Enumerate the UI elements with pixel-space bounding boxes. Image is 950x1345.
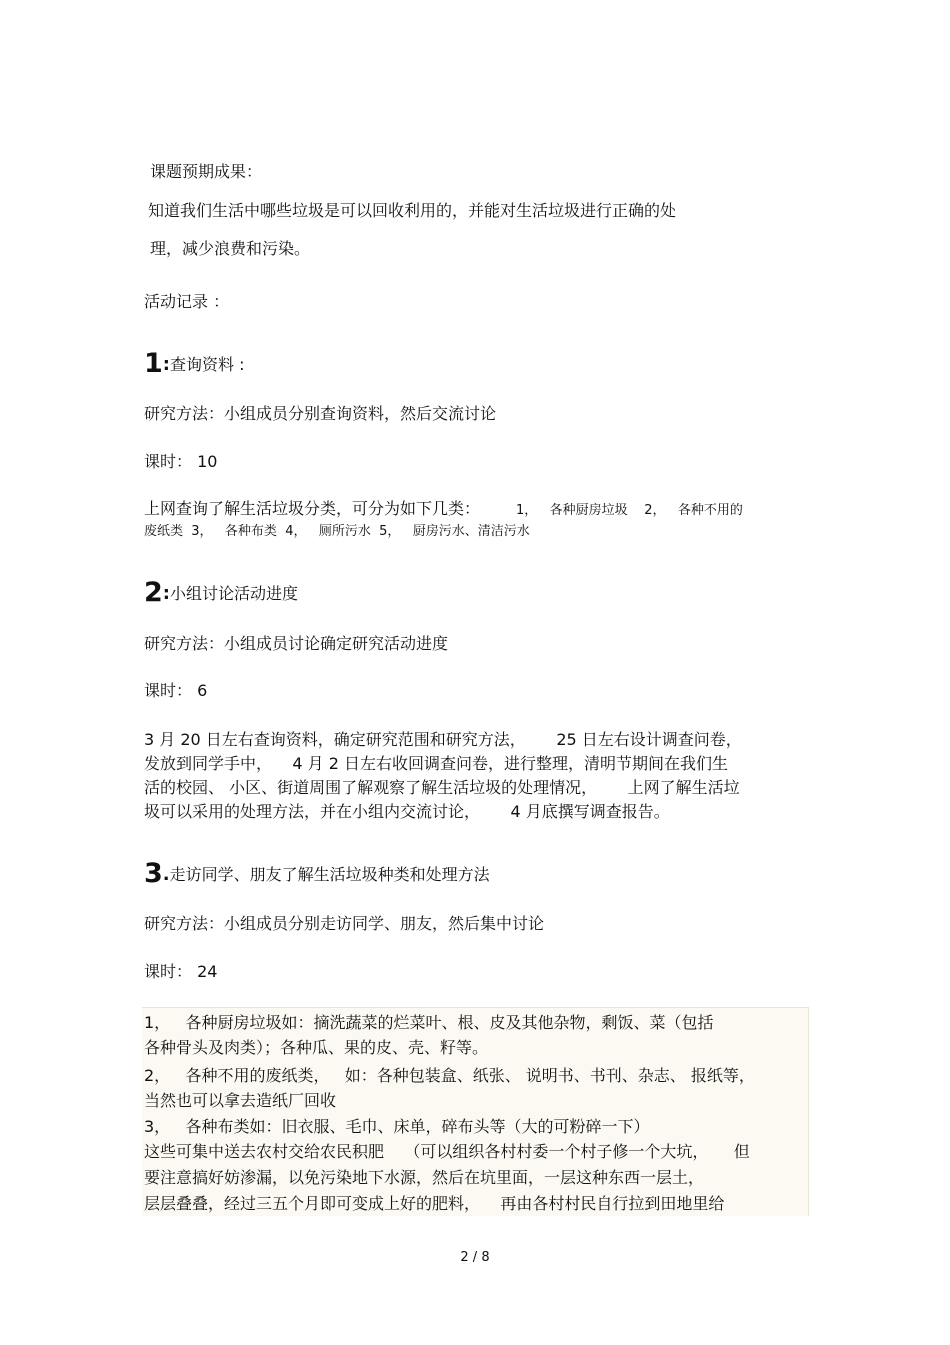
section-2-hours: 课时： 6 bbox=[144, 681, 208, 700]
section-2-title: 小组讨论活动进度 bbox=[170, 584, 299, 603]
section-2-paragraph-line2: 发放到同学手中， 4 月 2 日左右收回调查问卷，进行整理，清明节期间在我们生 bbox=[144, 754, 728, 773]
section-1-hours: 课时： 10 bbox=[144, 452, 218, 471]
section-3-title: 走访同学、朋友了解生活垃圾种类和处理方法 bbox=[169, 865, 490, 884]
section-2-heading bbox=[144, 578, 298, 609]
section-3-heading bbox=[144, 859, 490, 890]
section-1-paragraph-line2: 废纸类 3， 各种布类 4， 厕所污水 5， 厨房污水、清洁污水 bbox=[144, 524, 530, 539]
section-2-paragraph-line3: 活的校园、 小区、街道周围了解观察了解生活垃圾的处理情况， 上网了解生活垃 bbox=[144, 778, 740, 797]
section-3-colon: . bbox=[162, 864, 170, 885]
section-1-paragraph-lead: 上网查询了解生活垃圾分类，可分为如下几类： bbox=[144, 499, 481, 518]
section-2-method: 研究方法：小组成员讨论确定研究活动进度 bbox=[144, 634, 449, 653]
expected-results-line2: 理，减少浪费和污染。 bbox=[150, 239, 311, 258]
section-1-title: 查询资料 : bbox=[170, 355, 245, 374]
section-1-heading bbox=[144, 349, 244, 380]
box-line-5: 3， 各种布类如：旧衣服、毛巾、床单，碎布头等（大的可粉碎一下） bbox=[144, 1117, 650, 1136]
section-3-quoted-box bbox=[142, 1007, 809, 1216]
section-2-number: 2 bbox=[144, 577, 163, 608]
section-1-paragraph-items: 1， 各种厨房垃圾 2， 各种不用的 bbox=[516, 503, 743, 518]
box-line-3: 2， 各种不用的废纸类， 如：各种包装盒、纸张、 说明书、书刊、杂志、 报纸等， bbox=[144, 1066, 755, 1085]
section-1-colon: : bbox=[162, 354, 170, 375]
page-number: 2 / 8 bbox=[460, 1250, 490, 1265]
section-1-paragraph-line1 bbox=[144, 499, 743, 520]
activity-record-title: 活动记录 ： bbox=[144, 292, 230, 311]
box-line-6: 这些可集中送去农村交给农民积肥 （可以组织各村村委一个村子修一个大坑， 但 bbox=[144, 1142, 750, 1161]
section-3-hours: 课时： 24 bbox=[144, 962, 218, 981]
expected-results-title: 课题预期成果： bbox=[150, 162, 263, 181]
section-1-method: 研究方法：小组成员分别查询资料，然后交流讨论 bbox=[144, 404, 497, 423]
box-line-7: 要注意搞好妨渗漏，以免污染地下水源，然后在坑里面，一层这种东西一层土， bbox=[144, 1168, 705, 1187]
section-2-paragraph-line1: 3 月 20 日左右查询资料，确定研究范围和研究方法， 25 日左右设计调查问卷， bbox=[144, 730, 742, 749]
section-3-number: 3 bbox=[144, 858, 163, 889]
box-line-1: 1， 各种厨房垃圾如：摘洗蔬菜的烂菜叶、根、皮及其他杂物，剩饭、菜（包括 bbox=[144, 1013, 714, 1032]
section-2-colon: : bbox=[162, 583, 170, 604]
section-2-paragraph-line4: 圾可以采用的处理方法，并在小组内交流讨论， 4 月底撰写调查报告。 bbox=[144, 802, 670, 821]
box-line-2: 各种骨头及肉类）；各种瓜、果的皮、壳、籽等。 bbox=[144, 1038, 489, 1057]
box-line-8: 层层叠叠，经过三五个月即可变成上好的肥料， 再由各村村民自行拉到田地里给 bbox=[144, 1194, 725, 1213]
box-line-4: 当然也可以拿去造纸厂回收 bbox=[144, 1091, 337, 1110]
section-3-method: 研究方法：小组成员分别走访同学、朋友，然后集中讨论 bbox=[144, 914, 545, 933]
section-1-number: 1 bbox=[144, 348, 163, 379]
expected-results-line1: 知道我们生活中哪些垃圾是可以回收利用的，并能对生活垃圾进行正确的处 bbox=[148, 201, 677, 220]
